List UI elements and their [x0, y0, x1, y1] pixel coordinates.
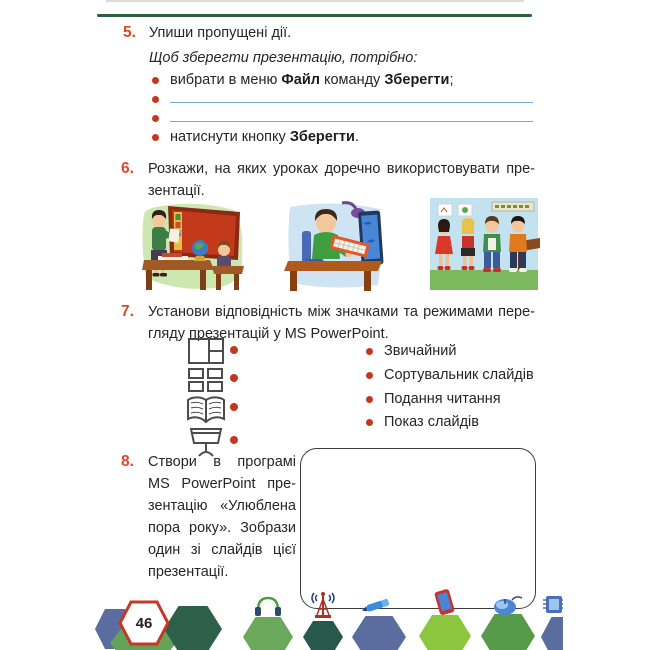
smartphone-icon [433, 588, 457, 616]
view-mode-option [366, 364, 534, 387]
boy-at-computer-illustration [282, 197, 388, 293]
match-dot[interactable] [230, 374, 238, 382]
hexagon-decoration [419, 615, 471, 650]
view-mode-option [366, 388, 501, 411]
write-in-line[interactable] [170, 107, 533, 122]
option-label: Сортувальник слайдів [384, 367, 534, 383]
headphones-icon [253, 594, 283, 618]
task-8-text: Створи в програмі MS PowerPoint пре- зентацію «Улюблена пора року». Зобрази один зі слайдів цієї презентації. [148, 454, 296, 580]
reading-view-icon [186, 395, 226, 425]
bullet-dot [152, 134, 159, 141]
children-group-illustration [428, 192, 540, 292]
task-5-lead: Щоб зберегти презентацію, потрібно: [149, 50, 418, 66]
view-mode-option [366, 340, 457, 363]
task-5-title: Упиши пропущені дії. [149, 25, 292, 41]
hexagon-decoration [303, 621, 343, 650]
radio-antenna-icon [310, 589, 336, 621]
task-5-blank-row-1 [152, 88, 533, 103]
page-number-badge [118, 600, 170, 646]
view-mode-option [366, 411, 479, 434]
task-6-text: Розкажи, на яких уроках доречно використовувати пре- зентації. [148, 161, 535, 199]
boy-at-computer-image [282, 197, 388, 293]
task-6-number: 6. [121, 160, 134, 177]
option-label: Звичайний [384, 343, 457, 359]
bullet-text: вибрати в меню Файл команду Зберегти; [170, 72, 454, 88]
hexagon-decoration [352, 616, 406, 650]
bullet-text: натиснути кнопку Зберегти. [170, 129, 359, 145]
page-number: 46 [135, 614, 153, 632]
write-in-line[interactable] [170, 88, 533, 103]
hexagon-decoration [481, 614, 535, 650]
marker-icon [360, 595, 394, 615]
task-5-number: 5. [123, 24, 136, 41]
task-8-number: 8. [121, 453, 134, 470]
option-label: Показ слайдів [384, 414, 479, 430]
bullet-dot [152, 96, 159, 103]
task-7-text: Установи відповідність між значками та режимами пере- гляду презентацій у MS PowerPoint. [148, 304, 535, 342]
match-dot[interactable] [230, 346, 238, 354]
task-5-blank-row-2 [152, 107, 533, 122]
option-dot[interactable] [366, 372, 373, 379]
chip-icon [543, 592, 563, 616]
option-label: Подання читання [384, 391, 501, 407]
option-dot[interactable] [366, 396, 373, 403]
option-dot[interactable] [366, 348, 373, 355]
bullet-dot [152, 115, 159, 122]
classroom-presentation-image [138, 200, 246, 292]
mouse-icon [492, 594, 524, 616]
task-5-bullet-4 [152, 126, 533, 148]
normal-view-icon [188, 338, 224, 364]
hexagon-decoration [541, 617, 563, 650]
task-7-number: 7. [121, 303, 134, 320]
bullet-dot [152, 77, 159, 84]
match-dot[interactable] [230, 403, 238, 411]
section-divider-rule [97, 14, 532, 17]
slide-sorter-icon [188, 368, 224, 393]
children-talking-image [428, 192, 540, 292]
match-dot[interactable] [230, 436, 238, 444]
hexagon-decoration [243, 617, 293, 650]
page-top-edge [106, 0, 524, 2]
footer-strip [0, 585, 563, 650]
option-dot[interactable] [366, 419, 373, 426]
teacher-classroom-illustration [138, 200, 246, 292]
